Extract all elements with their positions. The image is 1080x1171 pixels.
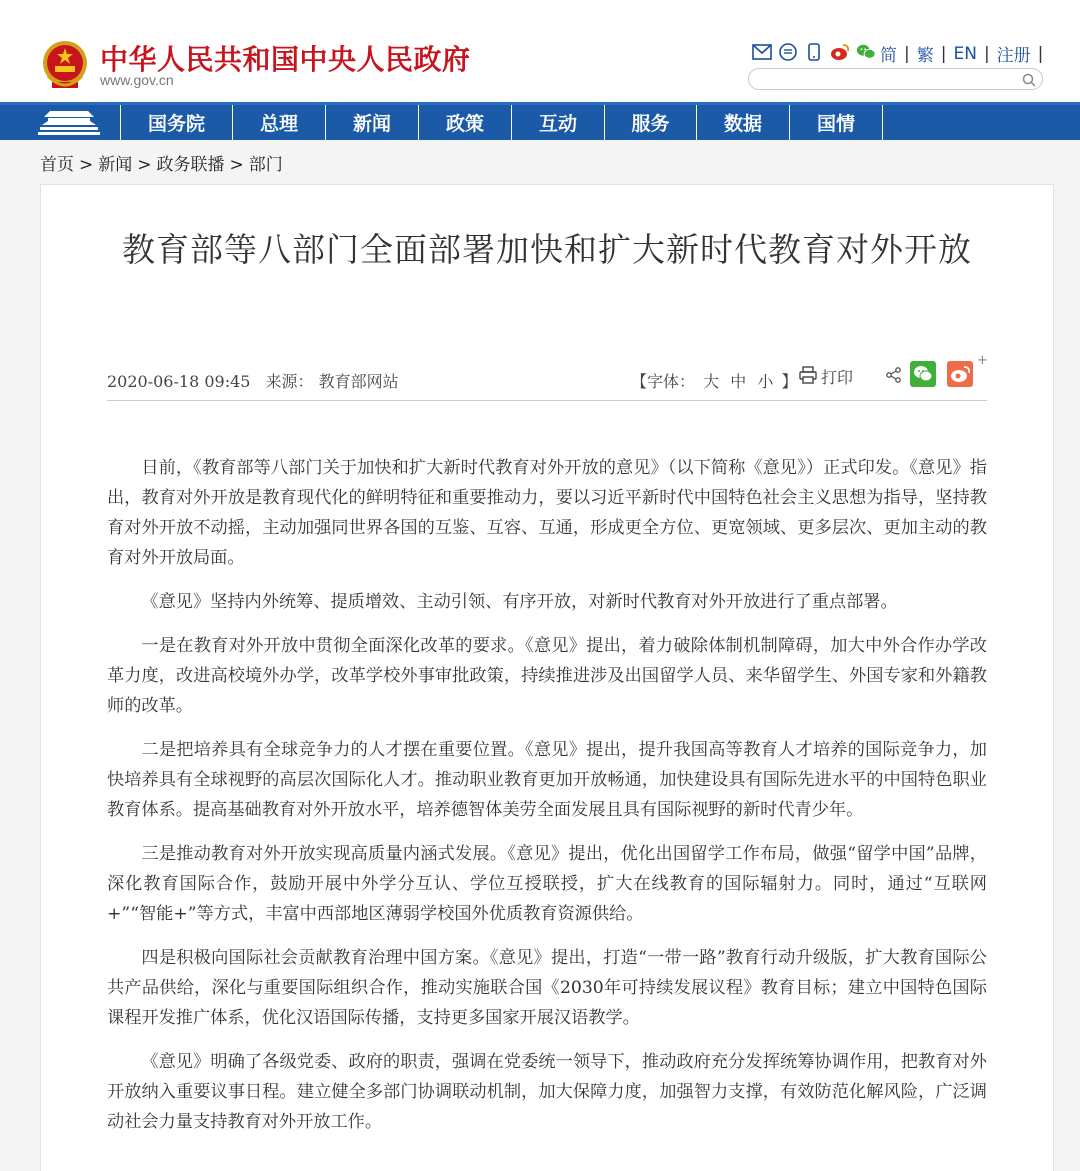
font-size-label: 【字体： <box>631 372 696 391</box>
breadcrumb-home[interactable]: 首页 <box>40 155 74 175</box>
breadcrumb-separator: > <box>137 155 152 175</box>
weibo-share-button[interactable] <box>947 361 973 387</box>
search-icon[interactable] <box>1022 72 1036 86</box>
article-paragraph: 一是在教育对外开放中贯彻全面深化改革的要求。《意见》提出，着力破除体制机制障碍，加大中外合作办学改革力度，改进高校境外办学，改革学校外事审批政策，持续推进涉及出国留学人员、来华留学生、外国专家和外籍教师的改革。 <box>107 636 987 716</box>
article-paragraph: 《意见》明确了各级党委、政府的职责，强调在党委统一领导下，推动政府充分发挥统筹协调作用，把教育对外开放纳入重要议事日程。建立健全多部门协调联动机制，加大保障力度，加强智力支撑，有效防范化解风险，广泛调动社会力量支持教育对外开放工作。 <box>107 1052 987 1132</box>
font-size-control <box>631 369 797 392</box>
article-title: 教育部等八部门全面部署加快和扩大新时代教育对外开放 <box>122 230 972 269</box>
separator: | <box>904 43 910 64</box>
article-paragraph: 二是把培养具有全球竞争力的人才摆在重要位置。《意见》提出，提升我国高等教育人才培养的国际竞争力，加快培养具有全球视野的高层次国际化人才。推动职业教育更加开放畅通，加快建设具有国际先进水平的中国特色职业教育体系。提高基础教育对外开放水平，培养德智体美劳全面发展且具有国际视野的新时代青少年。 <box>107 740 987 820</box>
separator: | <box>1037 43 1044 64</box>
print-icon <box>799 366 817 388</box>
nav-item-services[interactable]: 服务 <box>604 105 696 140</box>
nav-divider <box>882 105 883 140</box>
nav-item-state-council[interactable]: 国务院 <box>120 105 232 140</box>
font-size-medium[interactable]: 中 <box>730 372 747 391</box>
weibo-icon[interactable] <box>830 42 850 62</box>
font-size-close: 】 <box>781 372 798 391</box>
wechat-share-button[interactable] <box>910 361 936 387</box>
lang-english-link[interactable]: EN <box>953 43 977 64</box>
breadcrumb-separator: > <box>79 155 94 175</box>
lang-simplified-link[interactable]: 简 <box>880 46 897 66</box>
breadcrumb <box>40 150 283 175</box>
breadcrumb-departments[interactable]: 部门 <box>248 155 283 175</box>
separator: | <box>983 43 990 64</box>
article-paragraph: 四是积极向国际社会贡献教育治理中国方案。《意见》提出，打造“一带一路”教育行动升级版，扩大教育国际公共产品供给，深化与重要国际组织合作，推动实施联合国《2030年可持续发展议程》教育目标；建立中国特色国际课程开发推广体系，优化汉语国际传播，支持更多国家开展汉语教学。 <box>107 948 987 1028</box>
article-card <box>40 184 1054 1171</box>
source-label: 来源： <box>265 372 314 391</box>
breadcrumb-gov-news[interactable]: 政务联播 <box>156 155 225 175</box>
breadcrumb-separator: > <box>229 155 244 175</box>
message-icon[interactable] <box>778 42 798 62</box>
header-tools <box>752 40 876 64</box>
more-share-icon[interactable]: + <box>977 353 988 368</box>
mobile-icon[interactable] <box>804 42 824 62</box>
article-meta <box>107 353 988 401</box>
tiananmen-icon[interactable] <box>36 107 102 137</box>
search-input[interactable] <box>748 68 1043 90</box>
site-header <box>0 0 1080 102</box>
main-navbar <box>0 102 1080 140</box>
nav-item-policy[interactable]: 政策 <box>418 105 511 140</box>
nav-item-national-info[interactable]: 国情 <box>789 105 882 140</box>
separator: | <box>940 43 947 64</box>
font-size-large[interactable]: 大 <box>703 372 720 391</box>
lang-traditional-link[interactable]: 繁 <box>916 46 934 66</box>
print-button[interactable] <box>799 365 853 388</box>
language-links <box>880 41 1050 66</box>
nav-item-interaction[interactable]: 互动 <box>511 105 604 140</box>
national-emblem-icon[interactable] <box>40 38 90 92</box>
nav-item-premier[interactable]: 总理 <box>232 105 325 140</box>
breadcrumb-news[interactable]: 新闻 <box>98 155 133 175</box>
mail-icon[interactable] <box>752 42 772 62</box>
print-label: 打印 <box>821 368 854 387</box>
nav-item-data[interactable]: 数据 <box>696 105 789 140</box>
nav-item-news[interactable]: 新闻 <box>325 105 418 140</box>
site-url: www.gov.cn <box>100 72 174 88</box>
article-body <box>107 453 987 1151</box>
article-meta-info <box>107 369 399 392</box>
source-name: 教育部网站 <box>318 372 399 391</box>
article-paragraph: 三是推动教育对外开放实现高质量内涵式发展。《意见》提出，优化出国留学工作布局，做强“留学中国”品牌，深化教育国际合作，鼓励开展中外学分互认、学位互授联授，扩大在线教育的国际辐射力。同时，通过“互联网+”“智能+”等方式，丰富中西部地区薄弱学校国外优质教育资源供给。 <box>107 844 987 924</box>
article-paragraph: 日前，《教育部等八部门关于加快和扩大新时代教育对外开放的意见》（以下简称《意见》）正式印发。《意见》指出，教育对外开放是教育现代化的鲜明特征和重要推动力，要以习近平新时代中国特色社会主义思想为指导，坚持教育对外开放不动摇，主动加强同世界各国的互鉴、互容、互通，形成更全方位、更宽领域、更多层次、更加主动的教育对外开放局面。 <box>107 458 987 568</box>
article-paragraph: 《意见》坚持内外统筹、提质增效、主动引领、有序开放，对新时代教育对外开放进行了重点部署。 <box>141 592 898 612</box>
site-name[interactable]: 中华人民共和国中央人民政府 <box>100 43 471 76</box>
register-link[interactable]: 注册 <box>996 46 1031 66</box>
wechat-icon[interactable] <box>856 42 876 62</box>
share-icon[interactable] <box>885 366 903 384</box>
font-size-small[interactable]: 小 <box>757 372 774 391</box>
publish-date: 2020-06-18 09:45 <box>107 372 251 391</box>
